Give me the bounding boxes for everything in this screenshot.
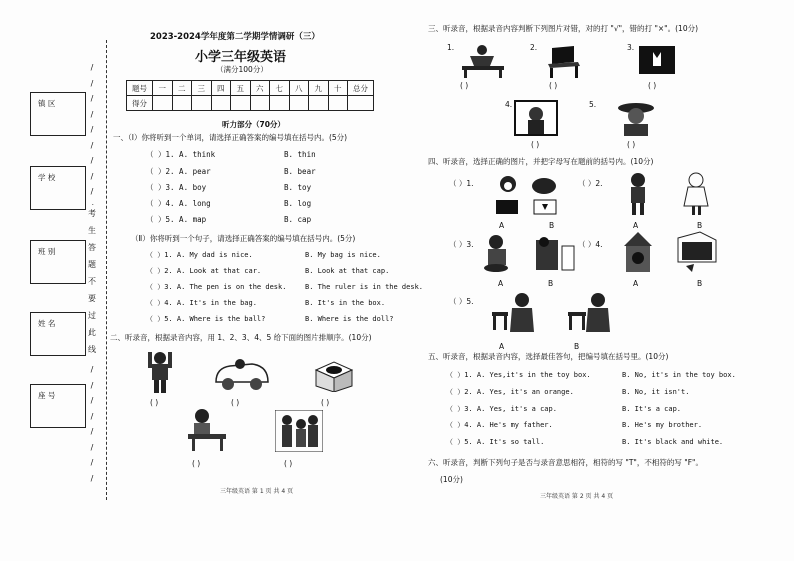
score-cell: 七 [270, 81, 290, 96]
score-input[interactable] [289, 96, 309, 111]
district-label: 镇 区 [38, 99, 56, 108]
score-input[interactable] [231, 96, 251, 111]
sec1-q2-b: B. bear [284, 167, 316, 176]
slash-column-bottom: / / / / / / / / [90, 365, 94, 483]
toy-car-picture [212, 354, 272, 392]
score-input[interactable] [172, 96, 192, 111]
score-cell: 总分 [348, 81, 374, 96]
listening-title: 听力部分（70分） [222, 120, 285, 129]
girls-and-chairs-picture [488, 292, 618, 340]
sec4-q2[interactable]: （ ）2. [578, 179, 603, 188]
box-picture [312, 356, 356, 392]
sec2-blank-1[interactable]: ( ) [150, 398, 159, 407]
sec3-num-3: 3. [627, 43, 635, 52]
sec5-q5[interactable]: （ ）5. A. It's so tall. [446, 438, 545, 446]
sec1-q1-b: B. thin [284, 150, 316, 159]
boy-picture [146, 350, 174, 394]
eating-and-doll-picture [482, 232, 576, 276]
score-input[interactable] [153, 96, 173, 111]
page-title: 小学三年级英语 [195, 50, 287, 65]
score-input[interactable] [192, 96, 212, 111]
sec4-q3-b: B [548, 279, 554, 288]
warn-char: 题 [88, 260, 96, 269]
score-cell: 十 [328, 81, 348, 96]
man-on-screen-picture [514, 100, 558, 136]
year-line: 2023-2024学年度第二学期学情调研（三） [150, 32, 320, 42]
warn-char: 此 [88, 328, 96, 337]
birdhouse-picture [620, 228, 720, 276]
sec1-q5[interactable]: （ ）5. A. map [146, 215, 207, 224]
warn-char: 考 [88, 209, 96, 218]
family-picture [275, 410, 323, 452]
sec4-q4[interactable]: （ ）4. [578, 240, 603, 249]
score-input[interactable] [348, 96, 374, 111]
sec4-q5-b: B [574, 342, 580, 351]
sec1b-q5[interactable]: （ ）5. A. Where is the ball? [146, 315, 266, 323]
sec2-blank-2[interactable]: ( ) [231, 398, 240, 407]
sec4-q4-b: B [697, 279, 703, 288]
sec3-num-2: 2. [530, 43, 538, 52]
sec2-title: 二、听录音，根据录音内容，用 1、2、3、4、5 给下面的图片排顺序。(10分) [110, 333, 372, 342]
score-cell: 一 [153, 81, 173, 96]
name-label: 姓 名 [38, 319, 56, 328]
panda-dog-flags-picture [490, 174, 570, 216]
sec5-q2[interactable]: （ ）2. A. Yes, it's an orange. [446, 388, 574, 396]
sec1-q1[interactable]: （ ）1. A. think [146, 150, 216, 159]
sec1b-q1[interactable]: （ ）1. A. My dad is nice. [146, 251, 253, 259]
sec5-q2-b: B. No, it isn't. [622, 388, 690, 396]
sec5-q3-b: B. It's a cap. [622, 405, 682, 413]
binding-line [106, 40, 107, 500]
warn-char: 不 [88, 277, 96, 286]
score-cell: 八 [289, 81, 309, 96]
sec4-q1[interactable]: （ ）1. [449, 179, 474, 188]
full-marks: （满分100分） [216, 65, 268, 74]
sec4-q2-b: B [697, 221, 703, 230]
sec4-q3-a: A [498, 279, 504, 288]
score-cell: 二 [172, 81, 192, 96]
sec3-num-4: 4. [505, 100, 513, 109]
warn-char: 要 [88, 294, 96, 303]
chair-picture [544, 44, 584, 78]
warn-char: 过 [88, 311, 96, 320]
score-cell: 六 [250, 81, 270, 96]
score-input[interactable] [211, 96, 231, 111]
sec5-q1-b: B. No, it's in the toy box. [622, 371, 736, 379]
sec1b-q5-b: B. Where is the doll? [305, 315, 394, 323]
sec3-title: 三、听录音，根据录音内容判断下列图片对错，对的打 "√"，错的打 "×"。(10分) [428, 24, 699, 33]
sec6-title: 六、听录音，判断下列句子是否与录音意思相符，相符的写 "T"，不相符的写 "F"。 [428, 458, 703, 467]
sec5-q4-b: B. He's my brother. [622, 421, 703, 429]
score-input[interactable] [309, 96, 329, 111]
sec3-blank-2[interactable]: ( ) [549, 81, 558, 90]
class-label: 班 别 [38, 247, 56, 256]
sec1b-q4[interactable]: （ ）4. A. It's in the bag. [146, 299, 257, 307]
sec1-q3[interactable]: （ ）3. A. boy [146, 183, 207, 192]
sec3-blank-3[interactable]: ( ) [648, 81, 657, 90]
two-girls-picture [622, 172, 722, 216]
sec5-q3[interactable]: （ ）3. A. Yes, it's a cap. [446, 405, 557, 413]
sec1b-q2-b: B. Look at that cap. [305, 267, 390, 275]
school-label: 学 校 [38, 173, 56, 182]
warn-char: 生 [88, 226, 96, 235]
sec3-num-1: 1. [447, 43, 455, 52]
woman-with-hat-picture [614, 100, 660, 136]
sec3-blank-1[interactable]: ( ) [460, 81, 469, 90]
sec5-q1[interactable]: （ ）1. A. Yes,it's in the toy box. [446, 371, 591, 379]
sec1b-q3-b: B. The ruler is in the desk. [305, 283, 424, 291]
warn-char: 线 [88, 345, 96, 354]
sec4-title: 四、听录音，选择正确的图片，并把字母写在题前的括号内。(10分) [428, 157, 654, 166]
score-cell: 题号 [127, 81, 153, 96]
score-cell: 得分 [127, 96, 153, 111]
score-cell: 九 [309, 81, 329, 96]
sec2-blank-4[interactable]: ( ) [192, 459, 201, 468]
sec1b-q4-b: B. It's in the box. [305, 299, 386, 307]
footer-left: 三年级英语 第 1 页 共 4 页 [220, 488, 294, 495]
sec4-q2-a: A [633, 221, 639, 230]
score-cell: 四 [211, 81, 231, 96]
footer-right: 三年级英语 第 2 页 共 4 页 [540, 493, 614, 500]
score-cell: 五 [231, 81, 251, 96]
sec1-title: 一、（Ⅰ）你将听到一个单词，请选择正确答案的编号填在括号内。(5分) [113, 133, 348, 142]
boy-at-desk-picture [184, 408, 230, 452]
sec1-sub-title: （Ⅱ）你将听到一个句子，请选择正确答案的编号填在括号内。(5分) [131, 234, 356, 243]
sec4-q1-a: A [499, 221, 505, 230]
score-input[interactable] [328, 96, 348, 111]
sec1-q2[interactable]: （ ）2. A. pear [146, 167, 211, 176]
warn-char: 答 [88, 243, 96, 252]
sec3-num-5: 5. [589, 100, 597, 109]
seat-label: 座 号 [38, 391, 56, 400]
flag-picture [637, 44, 677, 76]
sec5-q4[interactable]: （ ）4. A. He's my father. [446, 421, 553, 429]
score-cell: 三 [192, 81, 212, 96]
sec5-title: 五、听录音，根据录音内容，选择最佳答句，把编号填在括号里。(10分) [428, 352, 669, 361]
sec1-q5-b: B. cap [284, 215, 312, 224]
sec3-blank-4[interactable]: ( ) [531, 140, 540, 149]
sec4-q5-a: A [499, 342, 505, 351]
score-table [126, 80, 374, 111]
sec1-q4[interactable]: （ ）4. A. long [146, 199, 211, 208]
sec4-q3[interactable]: （ ）3. [449, 240, 474, 249]
sec1b-q3[interactable]: （ ）3. A. The pen is on the desk. [146, 283, 287, 291]
sec6-score: (10分) [440, 475, 463, 484]
vertical-warning [87, 205, 97, 358]
sec4-q4-a: A [633, 279, 639, 288]
sec4-q1-b: B [549, 221, 555, 230]
score-input[interactable] [250, 96, 270, 111]
sec4-q5[interactable]: （ ）5. [449, 297, 474, 306]
sec2-blank-3[interactable]: ( ) [321, 398, 330, 407]
sec2-blank-5[interactable]: ( ) [284, 459, 293, 468]
sec1-q4-b: B. log [284, 199, 312, 208]
sec1b-q1-b: B. My bag is nice. [305, 251, 381, 259]
girl-on-chair-picture [460, 44, 506, 78]
score-input[interactable] [270, 96, 290, 111]
sec1-q3-b: B. toy [284, 183, 312, 192]
sec3-blank-5[interactable]: ( ) [627, 140, 636, 149]
slash-column-top: / / / / / / / / / [90, 63, 94, 196]
sec1b-q2[interactable]: （ ）2. A. Look at that car. [146, 267, 262, 275]
sec5-q5-b: B. It's black and white. [622, 438, 724, 446]
